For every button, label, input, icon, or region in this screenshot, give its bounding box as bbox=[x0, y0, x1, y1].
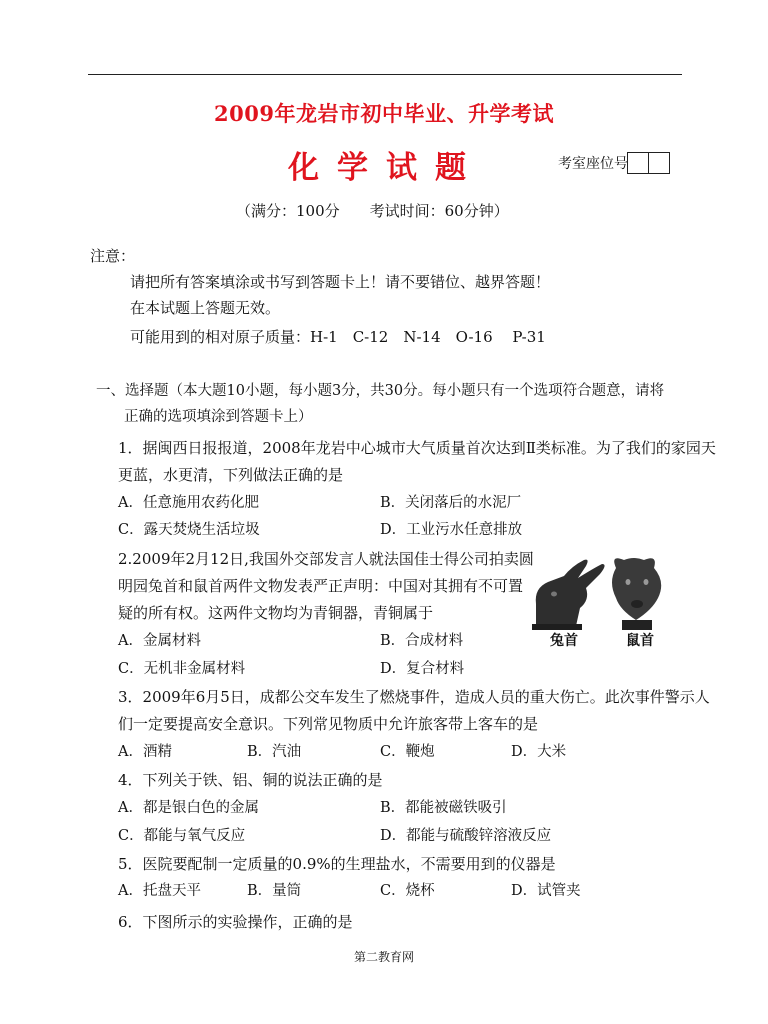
question-3-stem: 3．2009年6月5日，成都公交车发生了燃烧事件，造成人员的重大伤亡。此次事件警示人 bbox=[118, 688, 710, 706]
section-heading: 一、选择题（本大题10小题，每小题3分，共30分。每小题只有一个选项符合题意，请将 bbox=[96, 383, 665, 399]
exam-title: 2009年龙岩市初中毕业、升学考试 bbox=[214, 101, 554, 126]
q3-option-d: D．大米 bbox=[511, 744, 567, 760]
q5-option-d: D．试管夹 bbox=[511, 883, 581, 899]
q2-option-a: A．金属材料 bbox=[118, 633, 201, 649]
question-6-stem: 6．下图所示的实验操作，正确的是 bbox=[118, 913, 353, 931]
section-heading-cont: 正确的选项填涂到答题卡上） bbox=[124, 409, 313, 425]
q4-option-c: C．都能与氧气反应 bbox=[118, 828, 246, 844]
question-2-stem: 2.2009年2月12日,我国外交部发言人就法国佳士得公司拍卖圆 bbox=[118, 550, 534, 568]
question-2-stem: 明园兔首和鼠首两件文物发表严正声明：中国对其拥有不可置 bbox=[118, 577, 524, 595]
q3-option-a: A．酒精 bbox=[118, 744, 172, 760]
question-2-stem: 疑的所有权。这两件文物均为青铜器，青铜属于 bbox=[118, 604, 434, 622]
top-rule bbox=[88, 74, 682, 75]
rat-head-image bbox=[612, 558, 661, 630]
q1-option-d: D．工业污水任意排放 bbox=[380, 522, 523, 538]
exam-meta: （满分：100分 考试时间：60分钟） bbox=[236, 202, 509, 220]
q3-option-b: B．汽油 bbox=[247, 744, 302, 760]
question-4-stem: 4．下列关于铁、铝、铜的说法正确的是 bbox=[118, 771, 383, 789]
rat-head-caption: 鼠首 bbox=[626, 633, 654, 649]
question-3-stem: 们一定要提高安全意识。下列常见物质中允许旅客带上客车的是 bbox=[118, 715, 539, 733]
question-1-stem: 更蓝，水更清，下列做法正确的是 bbox=[118, 466, 344, 484]
q5-option-b: B．量筒 bbox=[247, 883, 302, 899]
subject-title: 化学试题 bbox=[288, 150, 484, 186]
seat-box-1 bbox=[627, 152, 649, 174]
notice-label: 注意： bbox=[90, 247, 136, 265]
rabbit-head-caption: 兔首 bbox=[550, 633, 578, 649]
q4-option-b: B．都能被磁铁吸引 bbox=[380, 800, 507, 816]
rabbit-head-image bbox=[532, 560, 605, 630]
notice-line: 可能用到的相对原子质量：H-1 C-12 N-14 O-16 P-31 bbox=[130, 328, 546, 346]
notice-line: 请把所有答案填涂或书写到答题卡上！请不要错位、越界答题！ bbox=[130, 273, 551, 291]
notice-line: 在本试题上答题无效。 bbox=[130, 299, 281, 317]
q2-option-b: B．合成材料 bbox=[380, 633, 464, 649]
q4-option-a: A．都是银白色的金属 bbox=[118, 800, 259, 816]
q1-option-c: C．露天焚烧生活垃圾 bbox=[118, 522, 260, 538]
q5-option-c: C．烧杯 bbox=[380, 883, 435, 899]
q2-option-c: C．无机非金属材料 bbox=[118, 661, 246, 677]
question-1-stem: 1．据闽西日报报道，2008年龙岩中心城市大气质量首次达到Ⅱ类标准。为了我们的家园天 bbox=[118, 439, 716, 457]
q3-option-c: C．鞭炮 bbox=[380, 744, 435, 760]
q1-option-b: B．关闭落后的水泥厂 bbox=[380, 495, 522, 511]
question-5-stem: 5．医院要配制一定质量的0.9%的生理盐水，不需要用到的仪器是 bbox=[118, 855, 556, 873]
seat-box-2 bbox=[648, 152, 670, 174]
bronze-heads-figure bbox=[524, 552, 670, 652]
bronze-heads-illustration bbox=[524, 552, 670, 632]
seat-label: 考室座位号 bbox=[558, 156, 628, 172]
seat-number-field bbox=[558, 152, 670, 174]
q5-option-a: A．托盘天平 bbox=[118, 883, 201, 899]
q1-option-a: A．任意施用农药化肥 bbox=[118, 495, 259, 511]
q4-option-d: D．都能与硫酸锌溶液反应 bbox=[380, 828, 552, 844]
q2-option-d: D．复合材料 bbox=[380, 661, 465, 677]
page-footer: 第二教育网 bbox=[353, 950, 414, 964]
